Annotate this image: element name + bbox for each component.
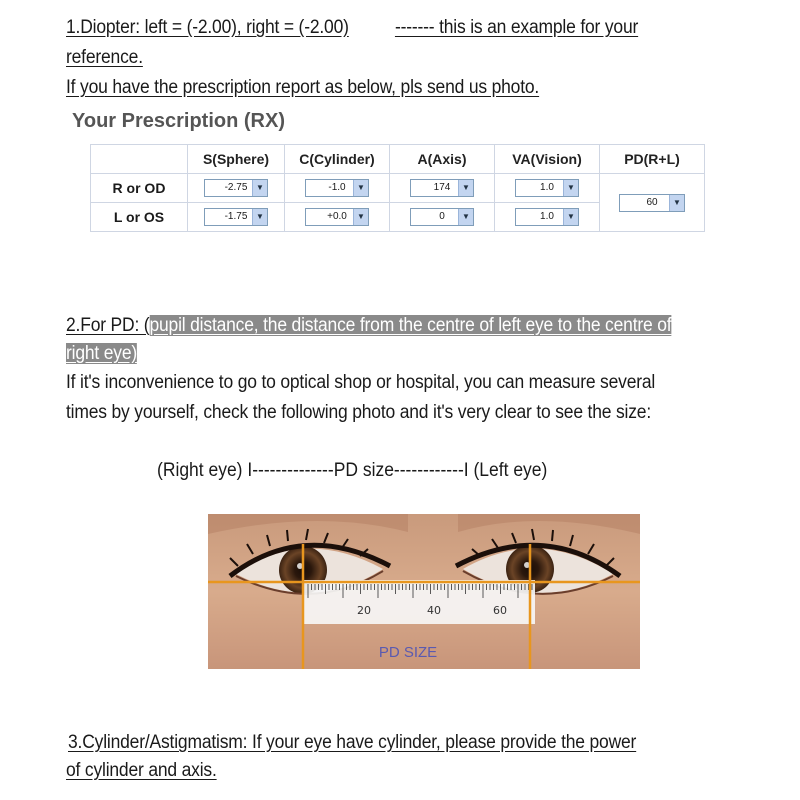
reference-text: reference.: [66, 47, 143, 68]
axis-select-left[interactable]: 0 ▼: [410, 208, 474, 226]
sphere-select-left[interactable]: -1.75 ▼: [204, 208, 268, 226]
rx-header-row: [91, 145, 705, 174]
measure-instructions-2: times by yourself, check the following photo and it's very clear to see the size:: [66, 402, 651, 423]
vision-select-right[interactable]: 1.0 ▼: [515, 179, 579, 197]
pd-definition-highlight-2: right eye): [66, 343, 138, 364]
chevron-down-icon: ▼: [458, 180, 473, 196]
pd-definition-highlight: pupil distance, the distance from the centre of left eye to the centre of: [149, 315, 672, 336]
chevron-down-icon: ▼: [458, 209, 473, 225]
rx-row-right: [91, 174, 705, 203]
diopter-line: [66, 17, 638, 39]
cylinder-select-right[interactable]: -1.0 ▼: [305, 179, 369, 197]
pd-size-caption: PD SIZE: [378, 644, 438, 661]
chevron-down-icon: ▼: [353, 180, 368, 196]
pd-prefix: 2.For PD: (: [66, 315, 150, 336]
chevron-down-icon: ▼: [563, 180, 578, 196]
rx-row-label: R or OD: [91, 174, 188, 203]
sphere-select-right[interactable]: -2.75 ▼: [204, 179, 268, 197]
pd-measurement-photo: [208, 514, 640, 669]
vision-select-left[interactable]: 1.0 ▼: [515, 208, 579, 226]
pd-heading: [66, 315, 671, 337]
pd-select[interactable]: 60 ▼: [619, 194, 685, 212]
chevron-down-icon: ▼: [252, 180, 267, 196]
ruler-tick-label: 40: [427, 604, 441, 617]
rx-header-sphere: S(Sphere): [188, 145, 285, 174]
chevron-down-icon: ▼: [563, 209, 578, 225]
ruler-tick-label: 60: [493, 604, 507, 617]
diopter-suffix: ------- this is an example for your: [394, 17, 639, 38]
chevron-down-icon: ▼: [353, 209, 368, 225]
rx-header-axis: A(Axis): [390, 145, 495, 174]
rx-header-pd: PD(R+L): [600, 145, 705, 174]
pd-size-label: (Right eye) I--------------PD size------------I (Left eye): [157, 460, 548, 481]
prescription-request: If you have the prescription report as below, pls send us photo.: [66, 77, 540, 98]
ruler-tick-label: 20: [357, 604, 371, 617]
rx-header-cylinder: C(Cylinder): [285, 145, 390, 174]
pd-heading-cont: [66, 343, 137, 365]
cylinder-note-2: of cylinder and axis.: [66, 760, 217, 781]
measure-instructions: If it's inconvenience to go to optical shop or hospital, you can measure several: [66, 372, 656, 393]
rx-header-vision: VA(Vision): [495, 145, 600, 174]
cylinder-select-left[interactable]: +0.0 ▼: [305, 208, 369, 226]
axis-select-right[interactable]: 174 ▼: [410, 179, 474, 197]
chevron-down-icon: ▼: [252, 209, 267, 225]
chevron-down-icon: ▼: [669, 195, 684, 211]
rx-row-label: L or OS: [91, 203, 188, 232]
rx-title: Your Prescription (RX): [72, 110, 285, 132]
rx-table: [90, 144, 705, 232]
cylinder-note: 3.Cylinder/Astigmatism: If your eye have cylinder, please provide the power: [68, 732, 637, 753]
diopter-text: 1.Diopter: left = (-2.00), right = (-2.00): [66, 17, 349, 38]
